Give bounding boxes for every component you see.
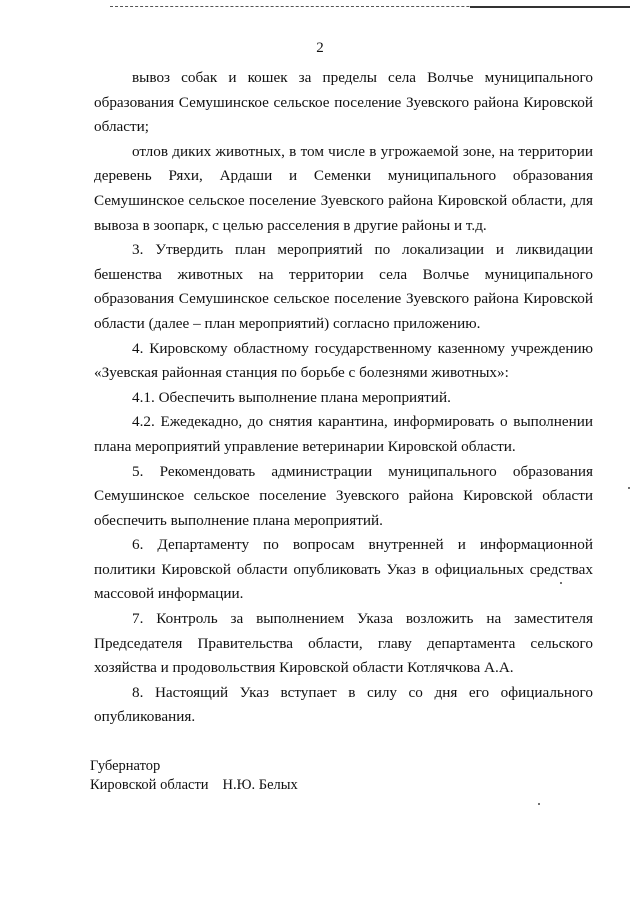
paragraph-item-4-2: 4.2. Ежедекадно, до снятия карантина, информировать о выполнении плана мероприятий управление ветеринарии Кировской области. xyxy=(94,413,593,455)
signature-name: Н.Ю. Белых xyxy=(222,777,298,793)
document-body xyxy=(94,66,593,730)
paragraph-dogs-cats: вывоз собак и кошек за пределы села Волчье муниципального образования Семушинское сельское поселение Зуевского района Кировской области; xyxy=(94,69,593,136)
page-number: 2 xyxy=(316,40,324,56)
scan-speck xyxy=(628,487,630,489)
paragraph-wild-animals: отлов диких животных, в том числе в угрожаемой зоне, на территории деревень Ряхи, Ардаши и Семенки муниципального образования Семушинское сельское поселение Зуевского района Кировской области, для вывоза в зоопарк, с целью расселения в другие районы и т.д. xyxy=(94,142,593,234)
paragraph-item-3: 3. Утвердить план мероприятий по локализации и ликвидации бешенства животных на территории села Волчье муниципального образования Семушинское сельское поселение Зуевского района Кировской области (далее – план мероприятий) согласно приложению. xyxy=(94,241,593,332)
paragraph-item-8: 8. Настоящий Указ вступает в силу со дня его официального опубликования. xyxy=(94,683,593,726)
scan-speck xyxy=(538,803,540,805)
paragraph-item-7: 7. Контроль за выполнением Указа возложить на заместителя Председателя Правительства области, главу департамента сельского хозяйства и продовольствия Кировской области Котлячкова А.А. xyxy=(94,610,593,677)
scan-speck xyxy=(560,582,562,584)
signature-block xyxy=(90,757,298,795)
signature-region-line xyxy=(90,776,298,795)
paragraph-item-5: 5. Рекомендовать администрации муниципального образования Семушинское сельское поселение Зуевского района Кировской области обеспечить выполнение плана мероприятий. xyxy=(94,462,593,529)
paragraph-item-4-1: 4.1. Обеспечить выполнение плана мероприятий. xyxy=(132,388,451,406)
signature-region: Кировской области xyxy=(90,777,209,793)
top-scan-line-solid xyxy=(470,6,630,8)
signature-title: Губернатор xyxy=(90,758,161,774)
paragraph-item-6: 6. Департаменту по вопросам внутренней и информационной политики Кировской области опубликовать Указ в официальных средствах массовой информации. xyxy=(94,536,593,603)
paragraph-item-4: 4. Кировскому областному государственному казенному учреждению «Зуевская районная станция по борьбе с болезнями животных»: xyxy=(94,339,593,382)
